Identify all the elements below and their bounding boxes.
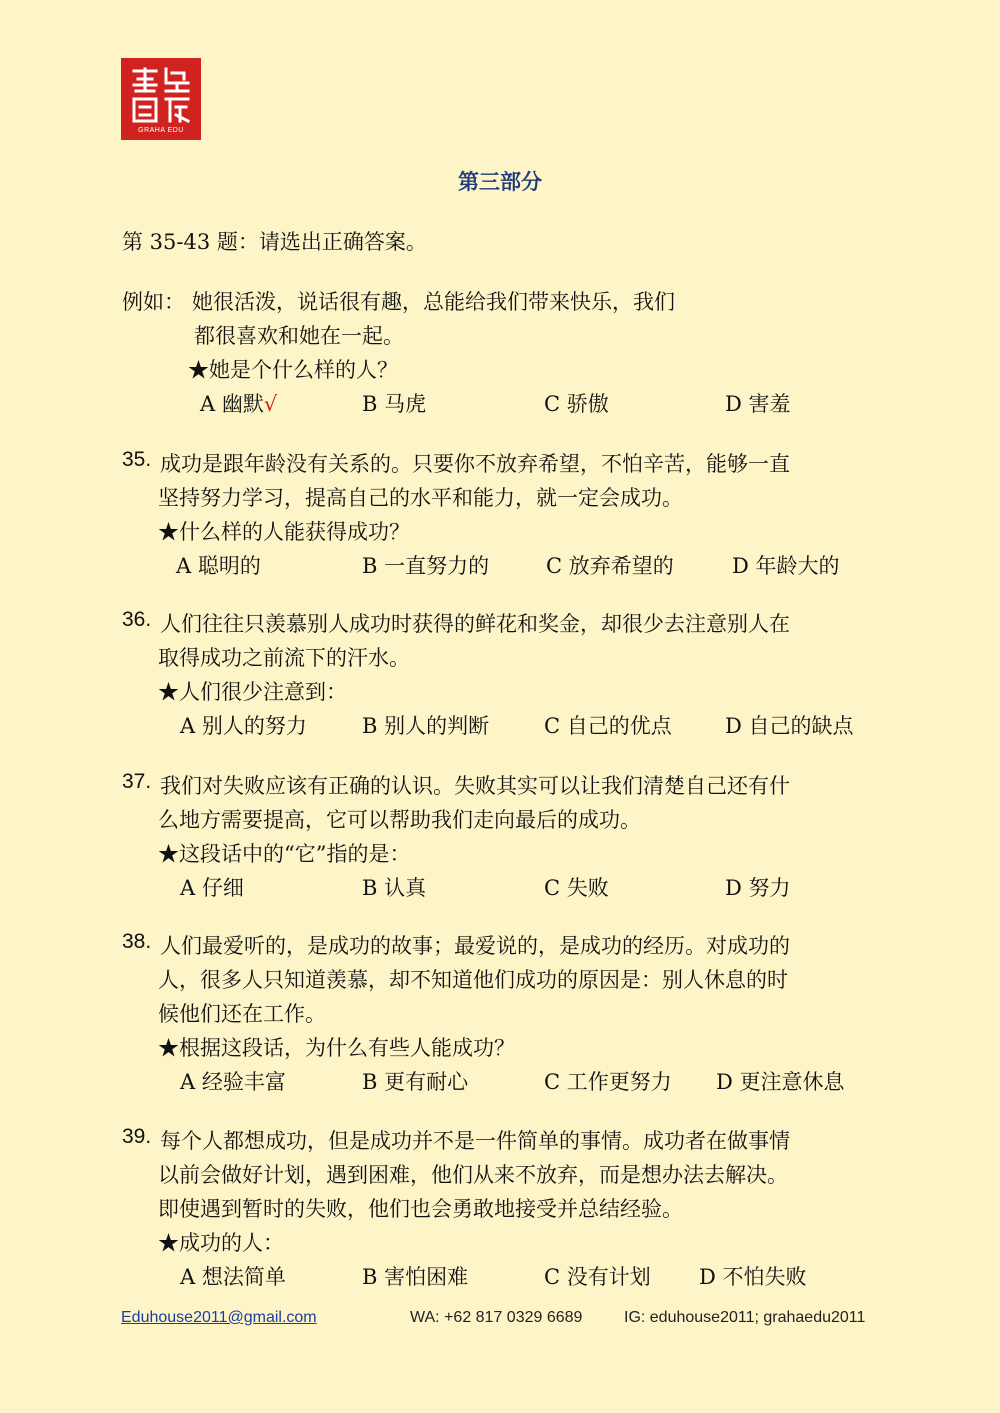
option-c[interactable]: C 失败 [544, 876, 609, 900]
example-option-c: C 骄傲 [544, 392, 609, 416]
option-b[interactable]: B 一直努力的 [362, 554, 490, 578]
option-c[interactable]: C 放弃希望的 [546, 554, 674, 578]
option-b[interactable]: B 害怕困难 [362, 1265, 469, 1289]
example-block [122, 286, 882, 416]
question-38 [122, 930, 882, 1094]
passage-line: 取得成功之前流下的汗水。 [158, 646, 410, 670]
passage-line: 以前会做好计划，遇到困难，他们从来不放弃，而是想办法去解决。 [158, 1163, 788, 1187]
instagram-contact: IG: eduhouse2011; grahaedu2011 [624, 1309, 866, 1326]
question-number: 38. [122, 930, 152, 953]
example-option-d: D 害羞 [725, 392, 791, 416]
option-b[interactable]: B 更有耐心 [362, 1070, 469, 1094]
question-prompt: ★人们很少注意到： [158, 680, 347, 704]
question-prompt: ★成功的人： [158, 1231, 284, 1255]
page-footer [0, 1309, 1000, 1333]
question-number: 36. [122, 608, 152, 631]
option-d[interactable]: D 自己的缺点 [725, 714, 854, 738]
option-c[interactable]: C 没有计划 [544, 1265, 651, 1289]
passage-line: 候他们还在工作。 [158, 1002, 326, 1026]
question-35 [122, 448, 882, 578]
passage-line: 每个人都想成功，但是成功并不是一件简单的事情。成功者在做事情 [160, 1129, 790, 1153]
passage-line: 成功是跟年龄没有关系的。只要你不放弃希望，不怕辛苦，能够一直 [160, 452, 790, 476]
option-a[interactable]: A 经验丰富 [180, 1070, 286, 1094]
option-c[interactable]: C 自己的优点 [544, 714, 672, 738]
email-link[interactable]: Eduhouse2011@gmail.com [121, 1309, 317, 1326]
option-d[interactable]: D 更注意休息 [716, 1070, 845, 1094]
example-line: 她很活泼，说话很有趣，总能给我们带来快乐，我们 [192, 290, 675, 314]
option-a[interactable]: A 仔细 [180, 876, 244, 900]
option-a[interactable]: A 想法简单 [180, 1265, 286, 1289]
example-label: 例如： [122, 290, 185, 314]
option-a[interactable]: A 别人的努力 [180, 714, 307, 738]
option-d[interactable]: D 不怕失败 [699, 1265, 807, 1289]
question-prompt: ★什么样的人能获得成功？ [158, 520, 410, 544]
passage-line: 么地方需要提高，它可以帮助我们走向最后的成功。 [158, 808, 641, 832]
example-option-a: A 幽默√ [200, 392, 278, 416]
question-number: 39. [122, 1125, 152, 1148]
checkmark-icon: √ [263, 392, 278, 416]
passage-line: 即使遇到暂时的失败，他们也会勇敢地接受并总结经验。 [158, 1197, 683, 1221]
option-b[interactable]: B 别人的判断 [362, 714, 490, 738]
question-number: 37. [122, 770, 152, 793]
example-option-b: B 马虎 [362, 392, 427, 416]
option-d[interactable]: D 年龄大的 [732, 554, 840, 578]
passage-line: 人们往往只羡慕别人成功时获得的鲜花和奖金，却很少去注意别人在 [160, 612, 790, 636]
option-a[interactable]: A 聪明的 [176, 554, 261, 578]
question-prompt: ★这段话中的“它”指的是： [158, 842, 411, 866]
instruction-text: 第 35-43 题：请选出正确答案。 [122, 230, 427, 254]
option-d[interactable]: D 努力 [725, 876, 791, 900]
question-36 [122, 608, 882, 738]
logo-wordmark: GRAHA EDU [138, 126, 184, 134]
logo-seal-icon [128, 65, 194, 125]
passage-line: 坚持努力学习，提高自己的水平和能力，就一定会成功。 [158, 486, 683, 510]
example-line: 都很喜欢和她在一起。 [194, 324, 404, 348]
option-b[interactable]: B 认真 [362, 876, 427, 900]
passage-line: 人们最爱听的，是成功的故事；最爱说的，是成功的经历。对成功的 [160, 934, 790, 958]
question-37 [122, 770, 882, 900]
question-number: 35. [122, 448, 152, 471]
question-39 [122, 1125, 882, 1289]
question-prompt: ★根据这段话，为什么有些人能成功？ [158, 1036, 515, 1060]
option-c[interactable]: C 工作更努力 [544, 1070, 672, 1094]
graha-edu-logo [121, 58, 201, 140]
whatsapp-contact: WA: +62 817 0329 6689 [410, 1309, 583, 1326]
section-title: 第三部分 [458, 169, 542, 194]
example-question: ★她是个什么样的人？ [188, 358, 398, 382]
passage-line: 我们对失败应该有正确的认识。失败其实可以让我们清楚自己还有什 [160, 774, 790, 798]
passage-line: 人，很多人只知道羡慕，却不知道他们成功的原因是：别人休息的时 [158, 968, 788, 992]
